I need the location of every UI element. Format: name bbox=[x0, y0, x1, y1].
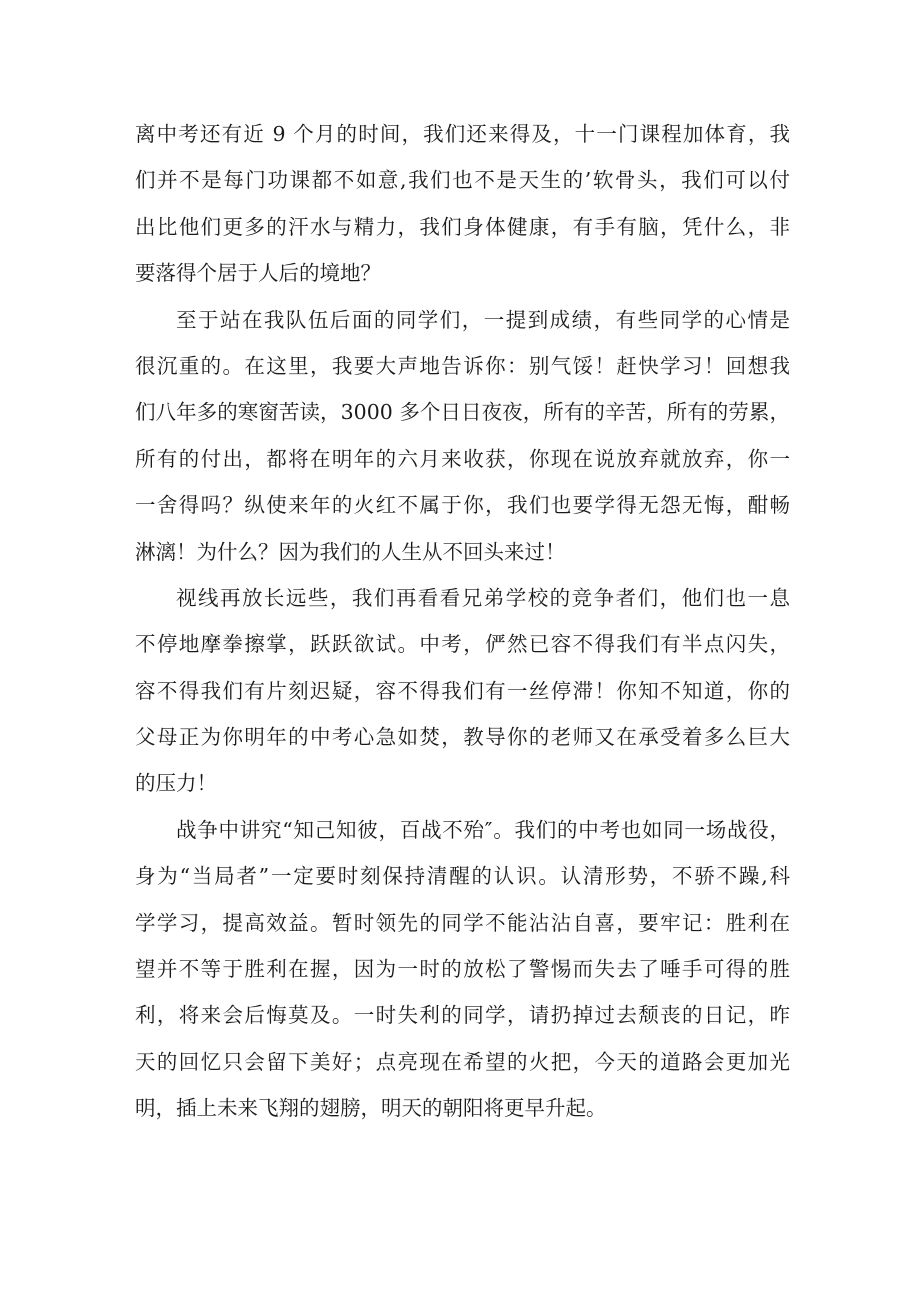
text-line: 明，插上未来飞翔的翅膀，明天的朝阳将更早升起。 bbox=[135, 1096, 607, 1121]
text-line: 不停地摩拳擦掌，跃跃欲试。中考，俨然已容不得我们有半点闪失， bbox=[135, 632, 790, 657]
paragraph-2 bbox=[135, 297, 790, 575]
text-line: 很沉重的。在这里，我要大声地告诉你：别气馁！赶快学习！回想我 bbox=[135, 353, 790, 378]
text-line: 学学习，提高效益。暂时领先的同学不能沾沾自喜，要牢记：胜利在 bbox=[135, 910, 790, 935]
text-line: 望并不等于胜利在握，因为一时的放松了警惕而失去了唾手可得的胜 bbox=[135, 957, 790, 982]
text-line: 要落得个居于人后的境地？ bbox=[135, 261, 381, 286]
text-line: 们并不是每门功课都不如意,我们也不是天生的’软骨头，我们可以付 bbox=[135, 168, 790, 193]
document-page bbox=[135, 111, 790, 1132]
text-line: 身为“当局者”一定要时刻保持清醒的认识。认清形势，不骄不躁,科 bbox=[135, 864, 790, 889]
text-line: 所有的付出，都将在明年的六月来收获，你现在说放弃就放弃，你一 bbox=[135, 446, 790, 471]
text-line: 离中考还有近 9 个月的时间，我们还来得及，十一门课程加体育，我 bbox=[135, 122, 790, 146]
text-line: 们八年多的寒窗苦读，3000 多个日日夜夜，所有的辛苦，所有的劳累， bbox=[135, 400, 790, 425]
text-line: 的压力！ bbox=[135, 771, 217, 796]
text-line: 一舍得吗？纵使来年的火红不属于你，我们也要学得无怨无悔，酣畅 bbox=[135, 493, 790, 518]
text-line: 父母正为你明年的中考心急如焚，教导你的老师又在承受着多么巨大 bbox=[135, 725, 790, 750]
paragraph-3 bbox=[135, 575, 790, 807]
text-line: 天的回忆只会留下美好；点亮现在希望的火把，今天的道路会更加光 bbox=[135, 1049, 790, 1074]
text-line: 出比他们更多的汗水与精力，我们身体健康，有手有脑，凭什么，非 bbox=[135, 214, 790, 239]
paragraph-4 bbox=[135, 807, 790, 1132]
paragraph-1 bbox=[135, 111, 790, 297]
text-line: 淋漓！为什么？因为我们的人生从不回头来过！ bbox=[135, 539, 566, 564]
text-line: 容不得我们有片刻迟疑，容不得我们有一丝停滞！你知不知道，你的 bbox=[135, 678, 790, 703]
text-line: 利，将来会后悔莫及。一时失利的同学，请扔掉过去颓丧的日记，昨 bbox=[135, 1003, 790, 1028]
text-line: 战争中讲究“知己知彼，百战不殆″。我们的中考也如同一场战役， bbox=[176, 817, 790, 842]
text-line: 视线再放长远些，我们再看看兄弟学校的竞争者们，他们也一息 bbox=[176, 585, 790, 610]
text-line: 至于站在我队伍后面的同学们，一提到成绩，有些同学的心情是 bbox=[176, 307, 790, 332]
